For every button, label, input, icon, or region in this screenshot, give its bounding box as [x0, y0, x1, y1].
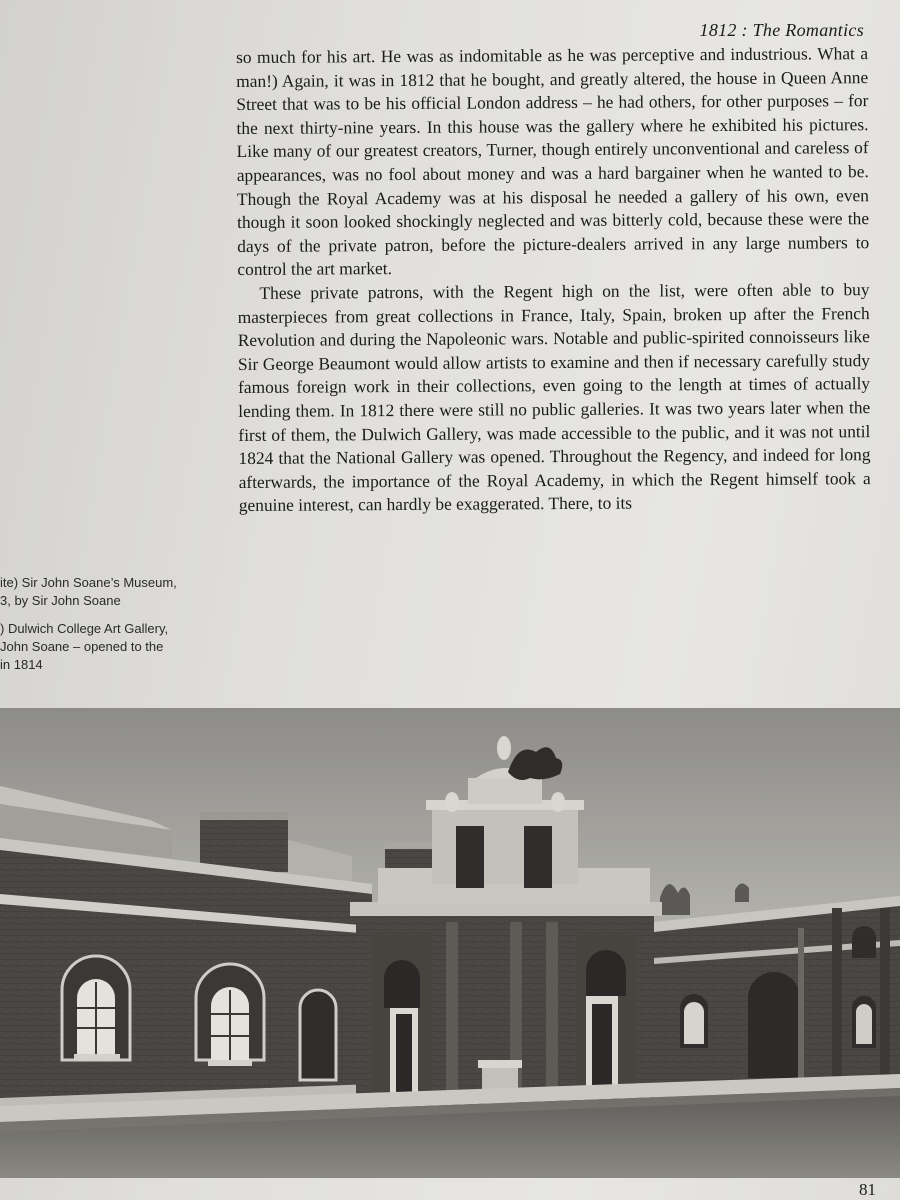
side-captions: [0, 574, 222, 684]
caption-line: 3, by Sir John Soane: [0, 593, 121, 608]
paragraph-1: so much for his art. He was as indomitable as he was perceptive and industrious. What a man!) Again, it was in 1812 that he bought, and greatly altered, the house in Queen Anne Street that was to be his official London address – he had others, for other purposes – for the next thirty-nine years. In this house was the gallery where he exhibited his pictures. Like many of our greatest creators, Turner, though entirely unconventional and careless of appearances, was no fool about money and was a hard bargainer when he wanted to be. Though the Royal Academy was at his disposal he needed a gallery of his own, even though it soon looked shockingly neglected and was bitterly cold, because these were the days of the private patron, before the picture-dealers arrived in any large numbers to control the art market.: [236, 43, 870, 280]
dulwich-gallery-photo: [0, 708, 900, 1178]
caption-dulwich-gallery: [0, 620, 222, 674]
running-head: 1812 : The Romantics: [699, 20, 864, 40]
body-text: [236, 42, 871, 518]
caption-line: John Soane – opened to the: [0, 639, 164, 654]
caption-line: ite) Sir John Soane’s Museum,: [0, 575, 177, 590]
page-number: 81: [859, 1180, 876, 1199]
caption-soane-museum: [0, 574, 222, 610]
paragraph-2: These private patrons, with the Regent high on the list, were often able to buy masterpieces from great collections in France, Italy, Spain, broken up after the French Revolution and during the Napoleonic wars. Notable and public-spirited connoisseurs like Sir George Beaumont would allow artists to examine and then if necessary carefully study famous foreign work in their collections, even going to the length at times of actually lending them. In 1812 there were still no public galleries. It was two years later when the first of them, the Dulwich Gallery, was made accessible to the public, and it was not until 1824 that the National Gallery was opened. Throughout the Regency, and indeed for long afterwards, the importance of the Royal Academy, in which the Regent himself took a genuine interest, can hardly be exaggerated. There, to its: [237, 279, 871, 516]
caption-line: ) Dulwich College Art Gallery,: [0, 621, 169, 636]
caption-line: in 1814: [0, 657, 43, 672]
